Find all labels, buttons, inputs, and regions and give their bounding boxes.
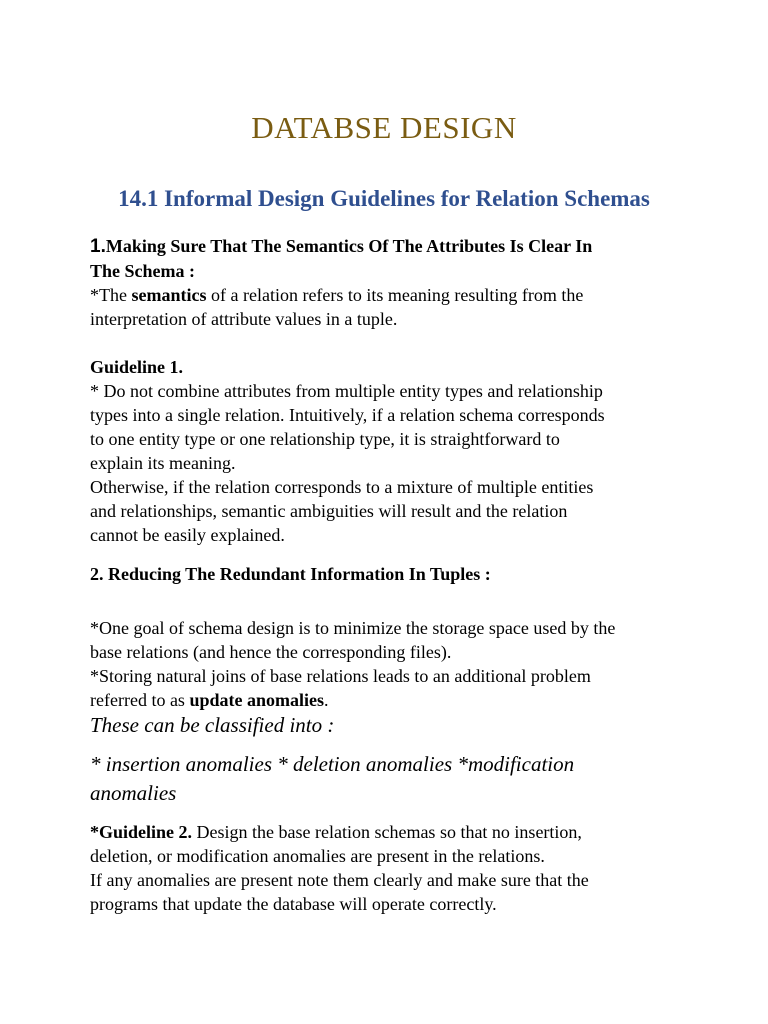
guideline-2-line: If any anomalies are present note them clearly and make sure that the: [90, 870, 589, 890]
guideline-2: [90, 820, 690, 916]
section-2-text: referred to as: [90, 690, 190, 710]
document-title: DATABSE DESIGN: [251, 110, 517, 145]
section-1-paragraph-line2: interpretation of attribute values in a tuple.: [90, 309, 398, 329]
section-1-paragraph: [90, 283, 690, 307]
section-2-heading-block: [90, 562, 690, 586]
section-2-text: .: [323, 690, 329, 710]
section-1: [90, 234, 690, 331]
guideline-2-line1: [90, 820, 690, 844]
guideline-1-line: types into a single relation. Intuitively, if a relation schema corresponds: [90, 405, 605, 425]
section-2-heading: 2. Reducing The Redundant Information In Tuples :: [90, 564, 491, 584]
classification-intro: These can be classified into :: [90, 713, 335, 737]
section-1-text: of a relation refers to its meaning resulting from the: [206, 285, 584, 305]
guideline-1-heading: Guideline 1.: [90, 357, 184, 377]
section-2-line: base relations (and hence the corresponding files).: [90, 642, 452, 662]
anomaly-list-line1: * insertion anomalies * deletion anomalies *modification: [90, 752, 575, 776]
guideline-2-line: deletion, or modification anomalies are present in the relations.: [90, 846, 545, 866]
guideline-1-line: and relationships, semantic ambiguities will result and the relation: [90, 501, 568, 521]
section-1-heading-line1: Making Sure That The Semantics Of The Attributes Is Clear In: [105, 236, 593, 256]
guideline-1-line: to one entity type or one relationship type, it is straightforward to: [90, 429, 560, 449]
section-2-body: [90, 616, 690, 712]
section-subtitle: 14.1 Informal Design Guidelines for Relation Schemas: [118, 186, 650, 211]
section-2-line: *Storing natural joins of base relations leads to an additional problem: [90, 666, 591, 686]
section-2-line-last: [90, 688, 690, 712]
semantics-term: semantics: [131, 285, 207, 305]
guideline-2-text: Design the base relation schemas so that no insertion,: [192, 822, 582, 842]
guideline-1-line: Otherwise, if the relation corresponds to a mixture of multiple entities: [90, 477, 594, 497]
guideline-1-line: cannot be easily explained.: [90, 525, 285, 545]
section-1-heading-line2: The Schema :: [90, 261, 195, 281]
guideline-2-line: programs that update the database will operate correctly.: [90, 894, 497, 914]
guideline-1-line: explain its meaning.: [90, 453, 236, 473]
guideline-1-line: * Do not combine attributes from multiple entity types and relationship: [90, 381, 603, 401]
section-1-text: *The: [90, 285, 132, 305]
section-1-number: 1.: [90, 236, 106, 257]
guideline-1: [90, 355, 690, 547]
anomaly-list-line2: anomalies: [90, 781, 177, 805]
guideline-2-heading: *Guideline 2.: [90, 822, 193, 842]
update-anomalies-term: update anomalies: [189, 690, 324, 710]
section-2-line: *One goal of schema design is to minimize the storage space used by the: [90, 618, 616, 638]
section-1-heading: [90, 234, 690, 259]
anomaly-list: [90, 750, 690, 808]
